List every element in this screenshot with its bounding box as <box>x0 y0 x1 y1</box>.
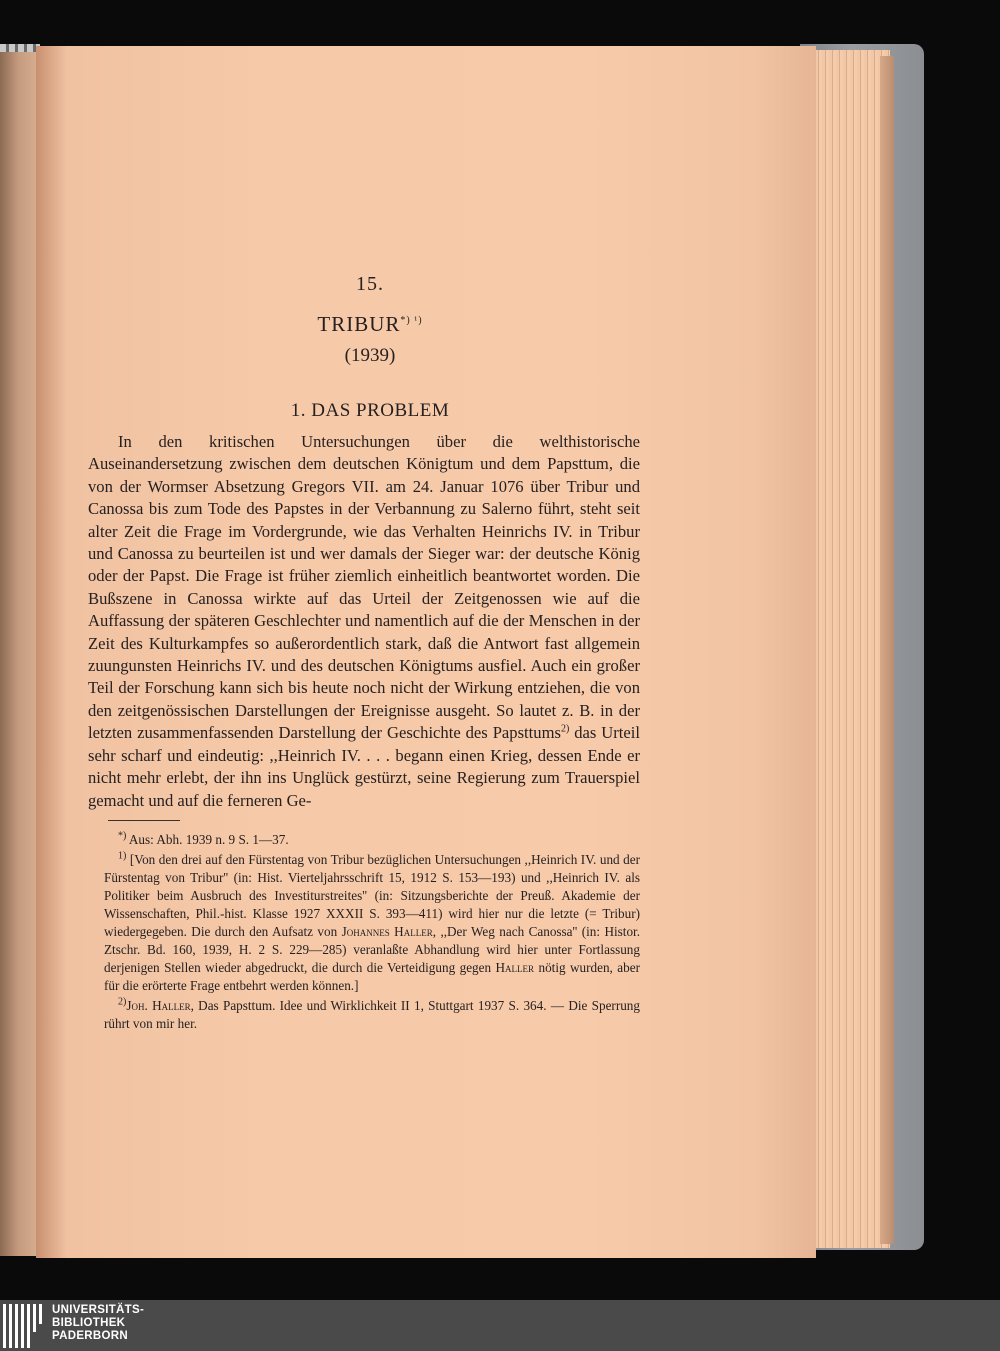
left-page-top-edge <box>0 44 40 52</box>
library-name-line2: BIBLIOTHEK <box>52 1317 126 1329</box>
footnote-1-mark: 1) <box>118 850 127 862</box>
library-name <box>52 1304 144 1343</box>
footnote-star <box>104 831 640 849</box>
footnote-1-text-b: , ,,Der Weg nach Canossa'' (in: Histor. Ztschr. Bd. 160, 1939, H. 2 S. 229—285) veranlaßte Abhandlung wird hier unter Fortlassung derjenigen Stellen wieder abgedruckt, die durch die Verteidigung gegen <box>104 924 641 975</box>
chapter-title <box>260 312 480 337</box>
library-logo-icon <box>3 1304 43 1348</box>
library-name-line3: PADERBORN <box>52 1330 128 1342</box>
chapter-title-text: TRIBUR <box>317 312 401 336</box>
body-paragraph <box>88 431 640 812</box>
footnote-2-name: Joh. Haller <box>126 998 191 1013</box>
section-heading: 1. DAS PROBLEM <box>290 400 450 421</box>
body-paragraph-part2: das Urteil sehr scharf und eindeutig: ,,Heinrich IV. . . . begann einen Krieg, dessen Ende er nicht mehr erlebt, der ihn ins Unglück gestürzt, seine Regierung zum Trauerspiel gemacht und auf die ferneren Ge- <box>88 723 640 810</box>
footnote-rule <box>108 820 180 821</box>
footnote-2-mark: 2) <box>118 996 127 1008</box>
footnote-ref-2: 2) <box>560 723 570 735</box>
left-page-edge <box>0 46 40 1256</box>
library-name-line1: UNIVERSITÄTS- <box>52 1304 145 1316</box>
footnote-1-name-b: Haller <box>495 960 535 975</box>
footnote-1-text-c: nötig wurden, aber für die erörterte Frage entbehrt werden können.] <box>104 960 640 993</box>
footnote-1 <box>104 851 640 995</box>
footnote-1-name-a: Johannes Haller <box>341 924 433 939</box>
footnote-2-text: , Das Papsttum. Idee und Wirklichkeit II 1, Stuttgart 1937 S. 364. — Die Sperrung rührt von mir her. <box>104 998 640 1031</box>
body-paragraph-part1: In den kritischen Untersuchungen über die welthistorische Auseinandersetzung zwischen dem deutschen Königtum und dem Papsttum, die von der Wormser Absetzung Gregors VII. am 24. Januar 1076 über Tribur und Canossa bis zum Tode des Papstes in der Verbannung zu Salerno führt, steht seit alter Zeit die Frage im Vordergrunde, wie das Verhalten Heinrichs IV. in Tribur und Canossa zu beurteilen ist und wer damals der Sieger war: der deutsche König oder der Papst. Die Frage ist früher ziemlich einheitlich beantwortet worden. Die Bußszene in Canossa wirkte auf das Urteil der Zeitgenossen wie auf die Auffassung der späteren Geschlechter und namentlich auf die der Menschen in der Zeit des Kulturkampfes so außerordentlich stark, daß die Antwort fast allgemein zuungunsten Heinrichs IV. und des deutschen Königtums ausfiel. Auch ein großer Teil der Forschung kann sich bis heute noch nicht der Wirkung entziehen, die von den zeitgenössischen Darstellungen der Ereignisse ausgeht. So lautet z. B. in der letzten zusammenfassenden Darstellung der Geschichte des Papsttums <box>88 432 640 743</box>
footnote-star-text: Aus: Abh. 1939 n. 9 S. 1—37. <box>126 832 289 847</box>
footnote-star-mark: *) <box>118 830 127 842</box>
chapter-year: (1939) <box>344 345 396 366</box>
footnote-1-text-a: [Von den drei auf den Fürstentag von Tribur bezüglichen Untersuchungen ,,Heinrich IV. und der Fürstentag von Tribur'' (in: Hist. Vierteljahrsschrift 15, 1912 S. 153—193) und ,,Heinrich IV. als Politiker beim Ausbruch des Investiturstreites'' (in: Sitzungsberichte der Preuß. Akademie der Wissenschaften, Phil.-hist. Klasse 1927 XXXII S. 393—411) wird hier nur die letzte (= Tribur) wiedergegeben. Die durch den Aufsatz von <box>104 852 640 939</box>
page-stack-shadow <box>880 56 894 1244</box>
footnote-2 <box>104 997 640 1033</box>
body-text <box>88 431 640 812</box>
chapter-title-marks: *) ¹) <box>400 315 423 326</box>
footnotes <box>104 831 640 1035</box>
chapter-number: 15. <box>356 273 384 295</box>
library-footer <box>0 1300 1000 1351</box>
